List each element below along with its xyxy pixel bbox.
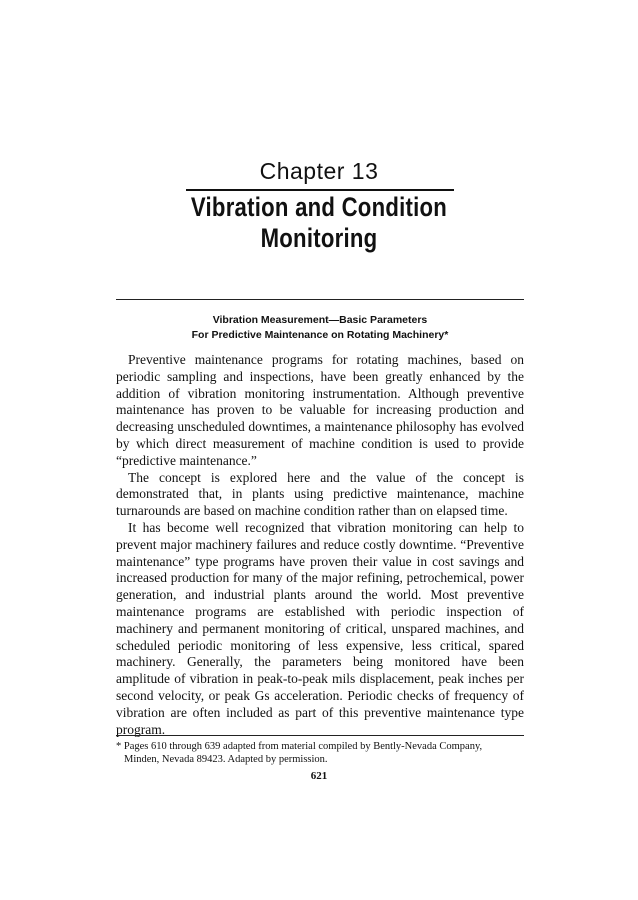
chapter-title-line-2: Monitoring (260, 223, 378, 253)
footnote-line-2: Minden, Nevada 89423. Adapted by permission. (124, 754, 328, 765)
page-number: 621 (310, 770, 328, 782)
section-rule (116, 299, 524, 300)
chapter-title-line-1: Vibration and Condition (190, 192, 448, 222)
footnote (116, 740, 524, 766)
body-text (116, 352, 524, 738)
chapter-title (57, 192, 580, 254)
chapter-title-rule (186, 189, 454, 191)
footnote-line-1: * Pages 610 through 639 adapted from material compiled by Bently-Nevada Company, (116, 741, 483, 752)
section-heading-line-1: Vibration Measurement—Basic Parameters (212, 314, 428, 326)
body-paragraph-2: The concept is explored here and the value of the concept is demonstrated that, in plants using predictive maintenance, machine turnarounds are based on machine condition rather than on elapsed time. (116, 469, 524, 519)
body-paragraph-1: Preventive maintenance programs for rotating machines, based on periodic sampling and inspections, have been greatly enhanced by the addition of vibration monitoring instrumentation. Although preventive maintenance has proven to be valuable for increasing production and decreasing unscheduled downtimes, a maintenance philosophy has evolved by which direct measurement of machine condition is used to provide “predictive maintenance.” (116, 352, 524, 468)
section-heading (116, 313, 524, 343)
chapter-label: Chapter 13 (259, 158, 379, 184)
body-paragraph-3: It has become well recognized that vibration monitoring can help to prevent major machinery failures and reduce costly downtime. “Preventive maintenance” type programs have proven their value in cost savings and increased production for many of the major refining, petrochemical, power generation, and industrial plants around the world. Most preventive maintenance programs are established with periodic inspection of machinery and permanent monitoring of critical, unspared machines, and scheduled periodic monitoring of less expensive, less critical, spared machinery. Generally, the parameters being monitored have been amplitude of vibration in peak-to-peak mils displacement, peak inches per second velocity, or peak Gs acceleration. Periodic checks of frequency of vibration are often included as part of this preventive maintenance type program. (116, 519, 524, 737)
footnote-rule (116, 735, 524, 736)
section-heading-line-2: For Predictive Maintenance on Rotating Machinery* (191, 329, 449, 341)
